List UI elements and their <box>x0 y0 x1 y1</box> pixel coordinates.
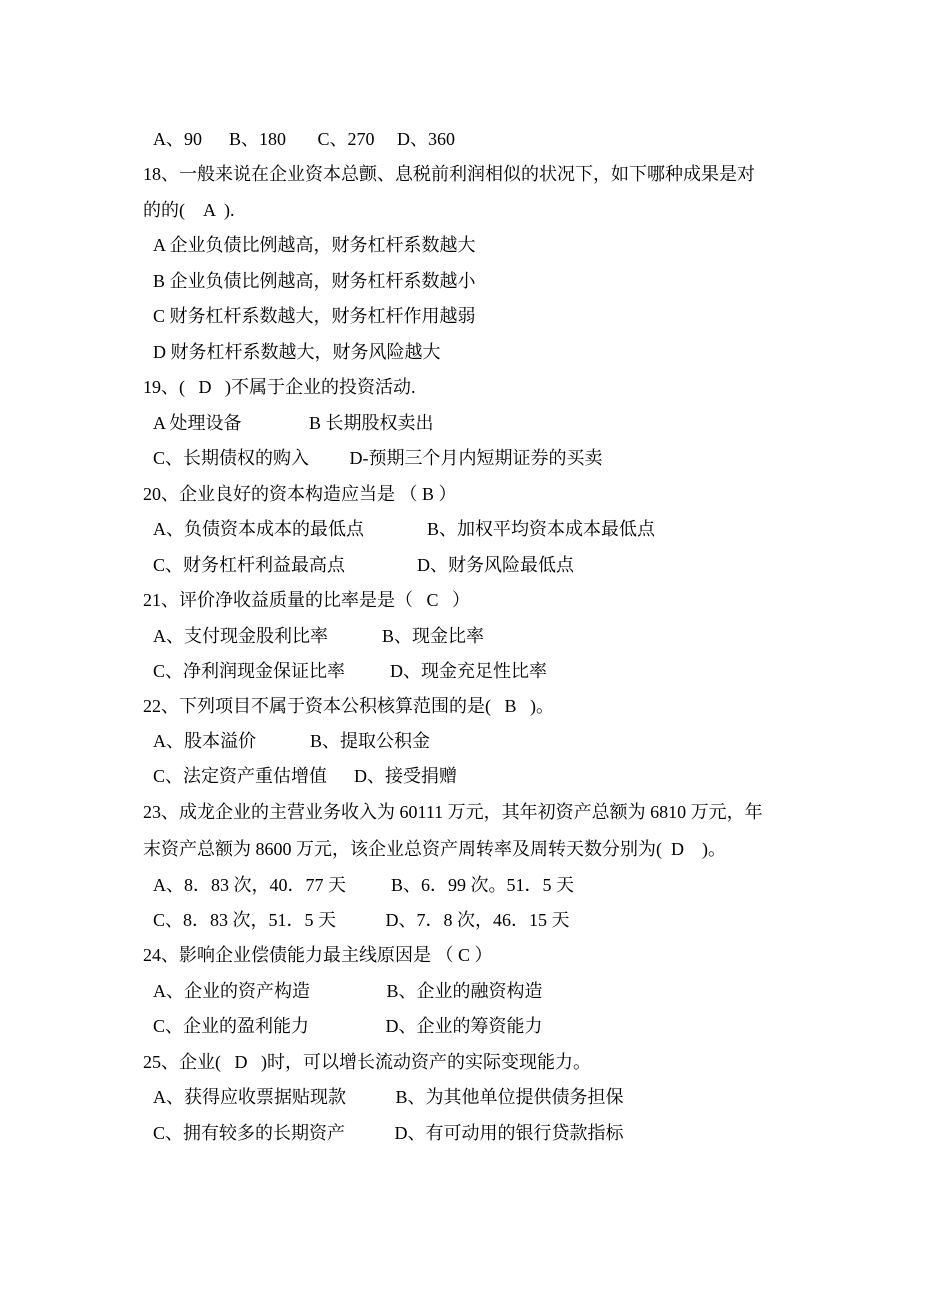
q21-options-line2: C、净利润现金保证比率 D、现金充足性比率 <box>153 661 548 681</box>
q18-option-b: B 企业负债比例越高，财务杠杆系数越小 <box>153 271 476 291</box>
q20-options-line2: C、财务杠杆利益最高点 D、财务风险最低点 <box>153 555 575 575</box>
q18-option-a: A 企业负债比例越高，财务杠杆系数越大 <box>153 235 476 255</box>
q22-number: 22、 <box>143 696 179 716</box>
q20-stem-text: 企业良好的资本构造应当是 （ B ） <box>179 484 457 504</box>
q21-number: 21、 <box>143 590 179 610</box>
q19-options-line2: C、长期债权的购入 D-预期三个月内短期证券的买卖 <box>153 448 603 468</box>
q24-stem <box>143 944 493 966</box>
q23-stem <box>143 801 763 823</box>
q19-stem <box>143 376 416 398</box>
q20-options-line1: A、负债资本成本的最低点 B、加权平均资本成本最低点 <box>153 519 656 539</box>
q18-option-d: D 财务杠杆系数越大，财务风险越大 <box>153 342 441 362</box>
q18-option-c: C 财务杠杆系数越大，财务杠杆作用越弱 <box>153 306 476 326</box>
q25-stem-text: 企业( D )时，可以增长流动资产的实际变现能力。 <box>179 1052 591 1072</box>
q24-stem-text: 影响企业偿债能力最主线原因是 （ C ） <box>179 945 493 965</box>
q22-options-line1: A、股本溢价 B、提取公积金 <box>153 731 431 751</box>
q25-stem <box>143 1051 591 1073</box>
q21-stem <box>143 589 470 611</box>
q20-number: 20、 <box>143 484 179 504</box>
q18-stem <box>143 163 755 185</box>
q19-options-line1: A 处理设备 B 长期股权卖出 <box>153 413 434 433</box>
q23-options-line1: A、8．83 次，40．77 天 B、6．99 次。51．5 天 <box>153 875 575 895</box>
q22-options-line2: C、法定资产重估增值 D、接受捐赠 <box>153 766 458 786</box>
q22-stem-text: 下列项目不属于资本公积核算范围的是( B )。 <box>179 696 554 716</box>
q18-stem-line1: 一般来说在企业资本总颤、息税前利润相似的状况下，如下哪种成果是对 <box>179 164 755 184</box>
q21-stem-text: 评价净收益质量的比率是是（ C ） <box>179 590 471 610</box>
q19-number: 19、 <box>143 377 179 397</box>
q25-number: 25、 <box>143 1052 179 1072</box>
q23-number: 23、 <box>143 802 179 822</box>
q24-number: 24、 <box>143 945 179 965</box>
q22-stem <box>143 695 554 717</box>
q23-options-line2: C、8．83 次，51．5 天 D、7．8 次，46．15 天 <box>153 910 570 930</box>
q18-stem-line2: 的的( A ). <box>143 200 235 220</box>
q18-number: 18、 <box>143 164 179 184</box>
q24-options-line2: C、企业的盈利能力 D、企业的筹资能力 <box>153 1016 543 1036</box>
q20-stem <box>143 483 457 505</box>
q21-options-line1: A、支付现金股利比率 B、现金比率 <box>153 626 485 646</box>
q25-options-line1: A、获得应收票据贴现款 B、为其他单位提供债务担保 <box>153 1087 624 1107</box>
q25-options-line2: C、拥有较多的长期资产 D、有可动用的银行贷款指标 <box>153 1123 624 1143</box>
q23-stem-line2: 末资产总额为 8600 万元，该企业总资产周转率及周转天数分别为( D )。 <box>143 839 726 859</box>
q17-options: A、90 B、180 C、270 D、360 <box>153 129 456 149</box>
q19-stem-text: ( D )不属于企业的投资活动. <box>179 377 416 397</box>
q23-stem-line1: 成龙企业的主营业务收入为 60111 万元，其年初资产总额为 6810 万元，年 <box>179 802 763 822</box>
q24-options-line1: A、企业的资产构造 B、企业的融资构造 <box>153 981 543 1001</box>
